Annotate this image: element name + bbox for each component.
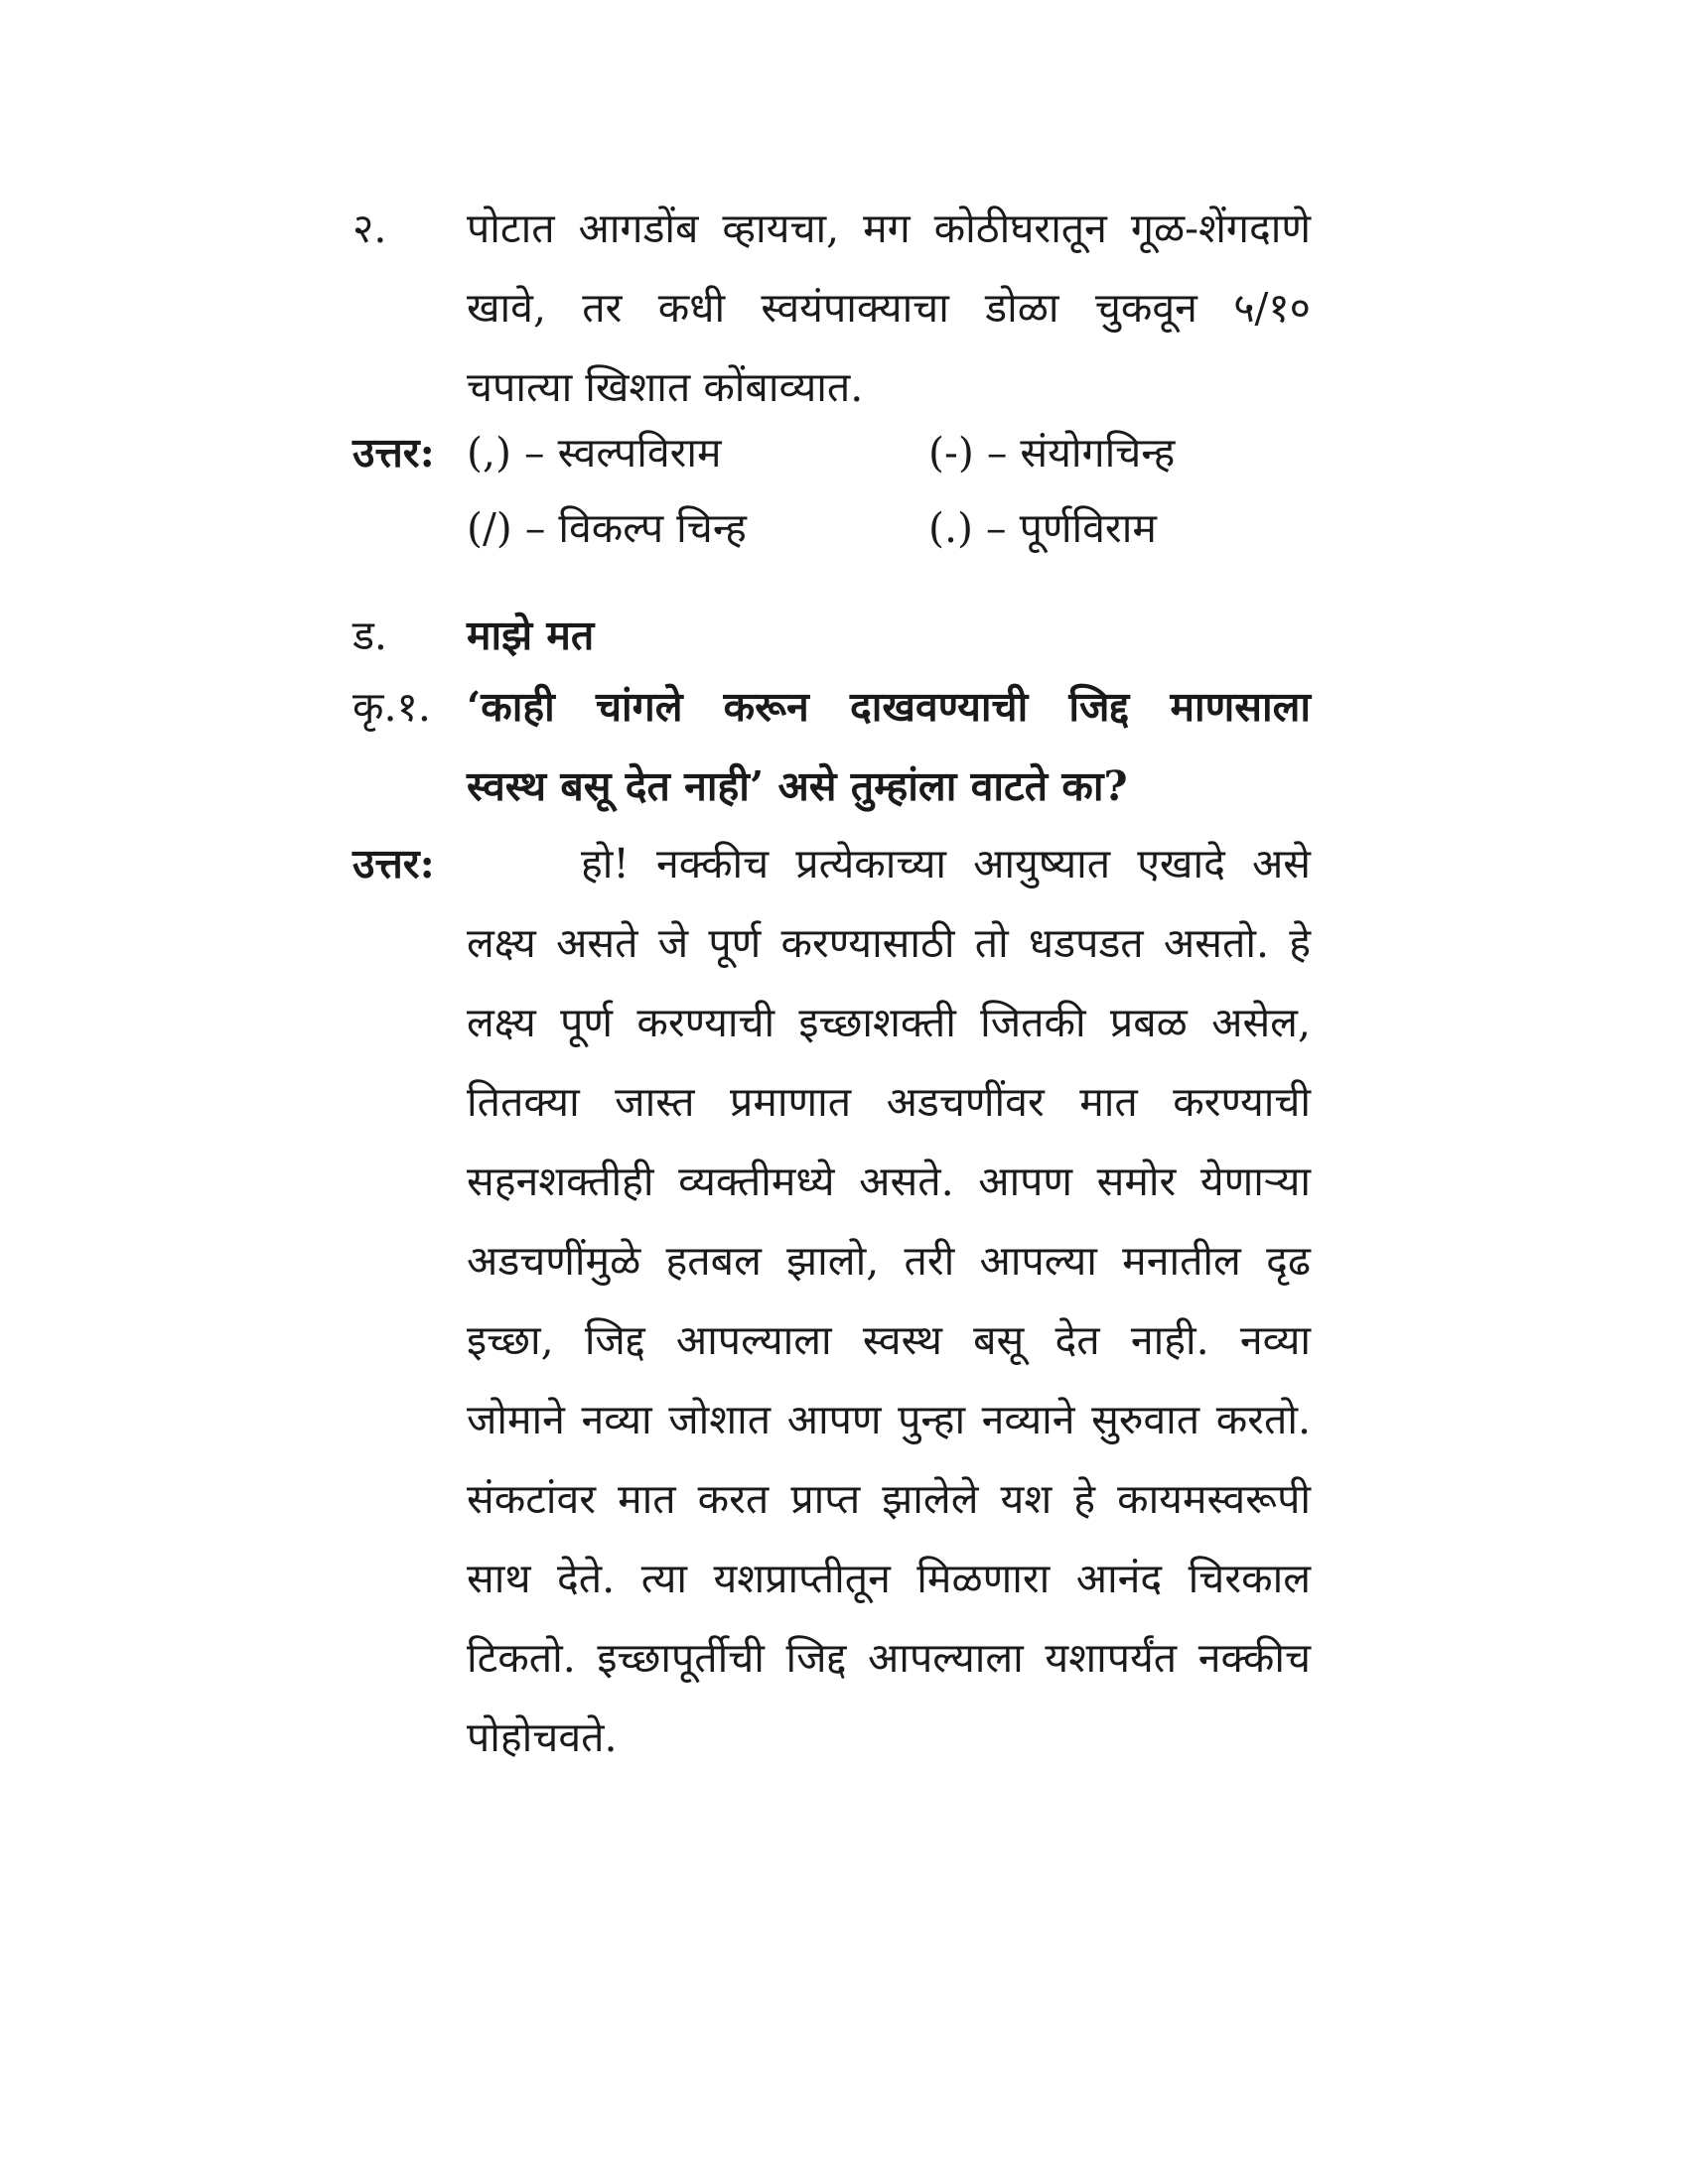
section-heading xyxy=(352,596,1326,675)
question-text xyxy=(467,667,1311,826)
punctuation-item: (/) – विकल्प चिन्ह xyxy=(467,504,747,552)
item-number: २. xyxy=(352,205,387,252)
question-line: स्वस्थ बसू देत नाही’ असे तुम्हांला वाटते का? xyxy=(467,762,1128,810)
question-line: ‘काही चांगले करून दाखवण्याची जिद्द माणसाला xyxy=(467,683,1311,731)
paragraph-line: साथ देते. त्या यशप्राप्तीतून मिळणारा आनंद चिरकाल xyxy=(467,1555,1311,1602)
item-2-text xyxy=(467,189,1311,427)
paragraph-line: अडचणींमुळे हतबल झालो, तरी आपल्या मनातील दृढ xyxy=(467,1237,1311,1285)
paragraph-line: हो! नक्कीच प्रत्येकाच्या आयुष्यात एखादे असे xyxy=(581,840,1311,887)
paragraph-line: संकटांवर मात करत प्राप्त झालेले यश हे कायमस्वरूपी xyxy=(467,1475,1311,1523)
answer-label: उत्तर: xyxy=(352,840,435,887)
paragraph-line: इच्छा, जिद्द आपल्याला स्वस्थ बसू देत नाही. नव्या xyxy=(467,1316,1311,1364)
item-2-line: चपात्या खिशात कोंबाव्यात. xyxy=(467,363,864,411)
question xyxy=(352,667,1326,826)
paragraph-line: पोहोचवते. xyxy=(467,1713,618,1761)
punctuation-item: (-) – संयोगचिन्ह xyxy=(928,429,1176,477)
punctuation-item: (.) – पूर्णविराम xyxy=(928,504,1157,552)
answer-paragraph-text xyxy=(467,824,1311,1777)
paragraph-line: सहनशक्तीही व्यक्तीमध्ये असते. आपण समोर येणाऱ्या xyxy=(467,1158,1311,1205)
punctuation-item: (,) – स्वल्पविराम xyxy=(467,429,722,477)
item-2 xyxy=(352,189,1326,427)
paragraph-line: लक्ष्य पूर्ण करण्याची इच्छाशक्ती जितकी प्रबळ असेल, xyxy=(467,999,1311,1046)
answer-label: उत्तर: xyxy=(352,429,435,477)
paragraph-line: तितक्या जास्त प्रमाणात अडचणींवर मात करण्याची xyxy=(467,1078,1311,1126)
paragraph-line: लक्ष्य असते जे पूर्ण करण्यासाठी तो धडपडत असतो. हे xyxy=(467,919,1311,967)
item-2-line: पोटात आगडोंब व्हायचा, मग कोठीघरातून गूळ-शेंगदाणे xyxy=(467,205,1311,252)
paragraph-line: टिकतो. इच्छापूर्तीची जिद्द आपल्याला यशापर्यंत नक्कीच xyxy=(467,1634,1311,1682)
punctuation-list xyxy=(467,413,1311,564)
item-2-line: खावे, तर कधी स्वयंपाक्याचा डोळा चुकवून ५/१० xyxy=(467,284,1311,332)
question-number: कृ.१. xyxy=(352,683,431,731)
paragraph-line: जोमाने नव्या जोशात आपण पुन्हा नव्याने सुरुवात करतो. xyxy=(467,1396,1311,1443)
answer-paragraph xyxy=(352,824,1326,1777)
section-letter: ड. xyxy=(352,612,387,659)
answer-punctuation xyxy=(352,413,1326,564)
section-title: माझे मत xyxy=(467,612,595,659)
